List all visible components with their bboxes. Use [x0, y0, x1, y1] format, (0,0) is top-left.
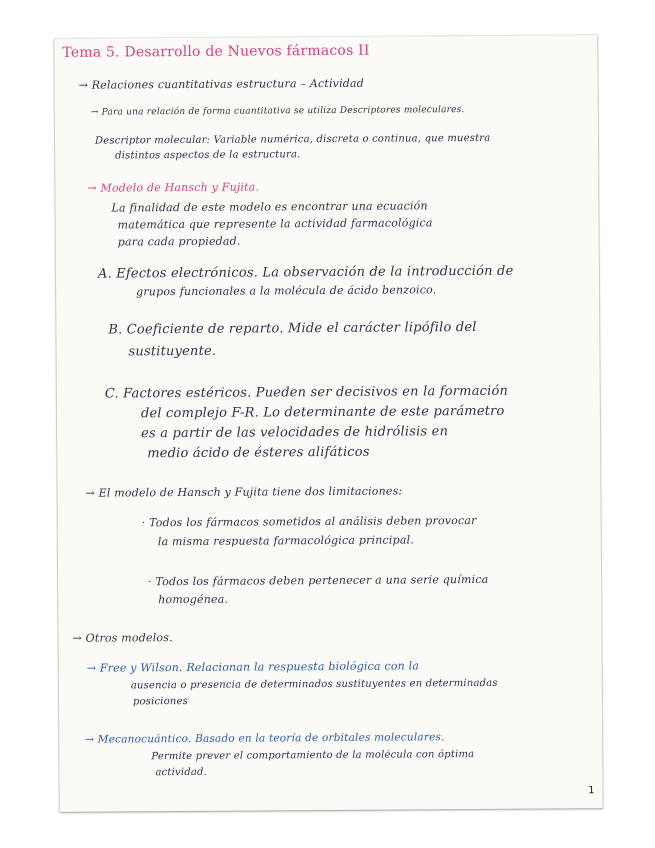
- item-c: C. Factores estéricos. Pueden ser decisivos en la formación: [104, 383, 509, 402]
- page-number: 1: [588, 785, 595, 797]
- text-line: del complejo F-R. Lo determinante de este parámetro: [140, 403, 505, 422]
- text-line: medio ácido de ésteres alifáticos: [147, 444, 370, 462]
- text-line: distintos aspectos de la estructura.: [115, 149, 301, 162]
- bullet-item: · Todos los fármacos sometidos al análisis deben provocar: [141, 513, 477, 530]
- heading-hansch-fujita: → Modelo de Hansch y Fujita.: [87, 180, 260, 195]
- item-free-wilson: → Free y Wilson. Relacionan la respuesta biológica con la: [86, 659, 420, 675]
- text-line: homogénea.: [158, 592, 229, 607]
- heading-limitaciones: → El modelo de Hansch y Fujita tiene dos limitaciones:: [85, 484, 403, 500]
- item-mecanocuantico: → Mecanocuántico. Basado en la teoría de orbitales moleculares.: [85, 731, 445, 746]
- text-line: actividad.: [155, 766, 208, 779]
- heading-relaciones: → Relaciones cuantitativas estructura – Actividad: [78, 76, 365, 92]
- text-line: la misma respuesta farmacológica principal.: [157, 533, 415, 549]
- text-line: ausencia o presencia de determinados sustituyentes en determinadas: [130, 677, 498, 692]
- text-line: Permite prever el comportamiento de la molécula con óptima: [151, 748, 475, 763]
- text-line: para cada propiedad.: [117, 234, 241, 249]
- item-a: A. Efectos electrónicos. La observación de la introducción de: [97, 263, 514, 282]
- bullet-item: · Todos los fármacos deben pertenecer a una serie química: [148, 572, 489, 589]
- text-line: matemática que represente la actividad farmacológica: [117, 216, 433, 232]
- text-line: sustituyente.: [128, 343, 217, 360]
- text-line: grupos funcionales a la molécula de ácido benzoico.: [136, 283, 437, 299]
- item-b: B. Coeficiente de reparto. Mide el carácter lipófilo del: [108, 319, 477, 338]
- text-line: La finalidad de este modelo es encontrar una ecuación: [111, 199, 428, 215]
- text-line: es a partir de las velocidades de hidrólisis en: [141, 424, 449, 442]
- notebook-page: [54, 35, 602, 812]
- text-line: → Para una relación de forma cuantitativa se utiliza Descriptores moleculares.: [90, 105, 465, 118]
- page-title: Tema 5. Desarrollo de Nuevos fármacos II: [62, 42, 370, 61]
- text-line: Descriptor molecular: Variable numérica, discreta o continua, que muestra: [94, 132, 491, 147]
- heading-otros-modelos: → Otros modelos.: [72, 631, 173, 645]
- text-line: posiciones: [132, 695, 189, 708]
